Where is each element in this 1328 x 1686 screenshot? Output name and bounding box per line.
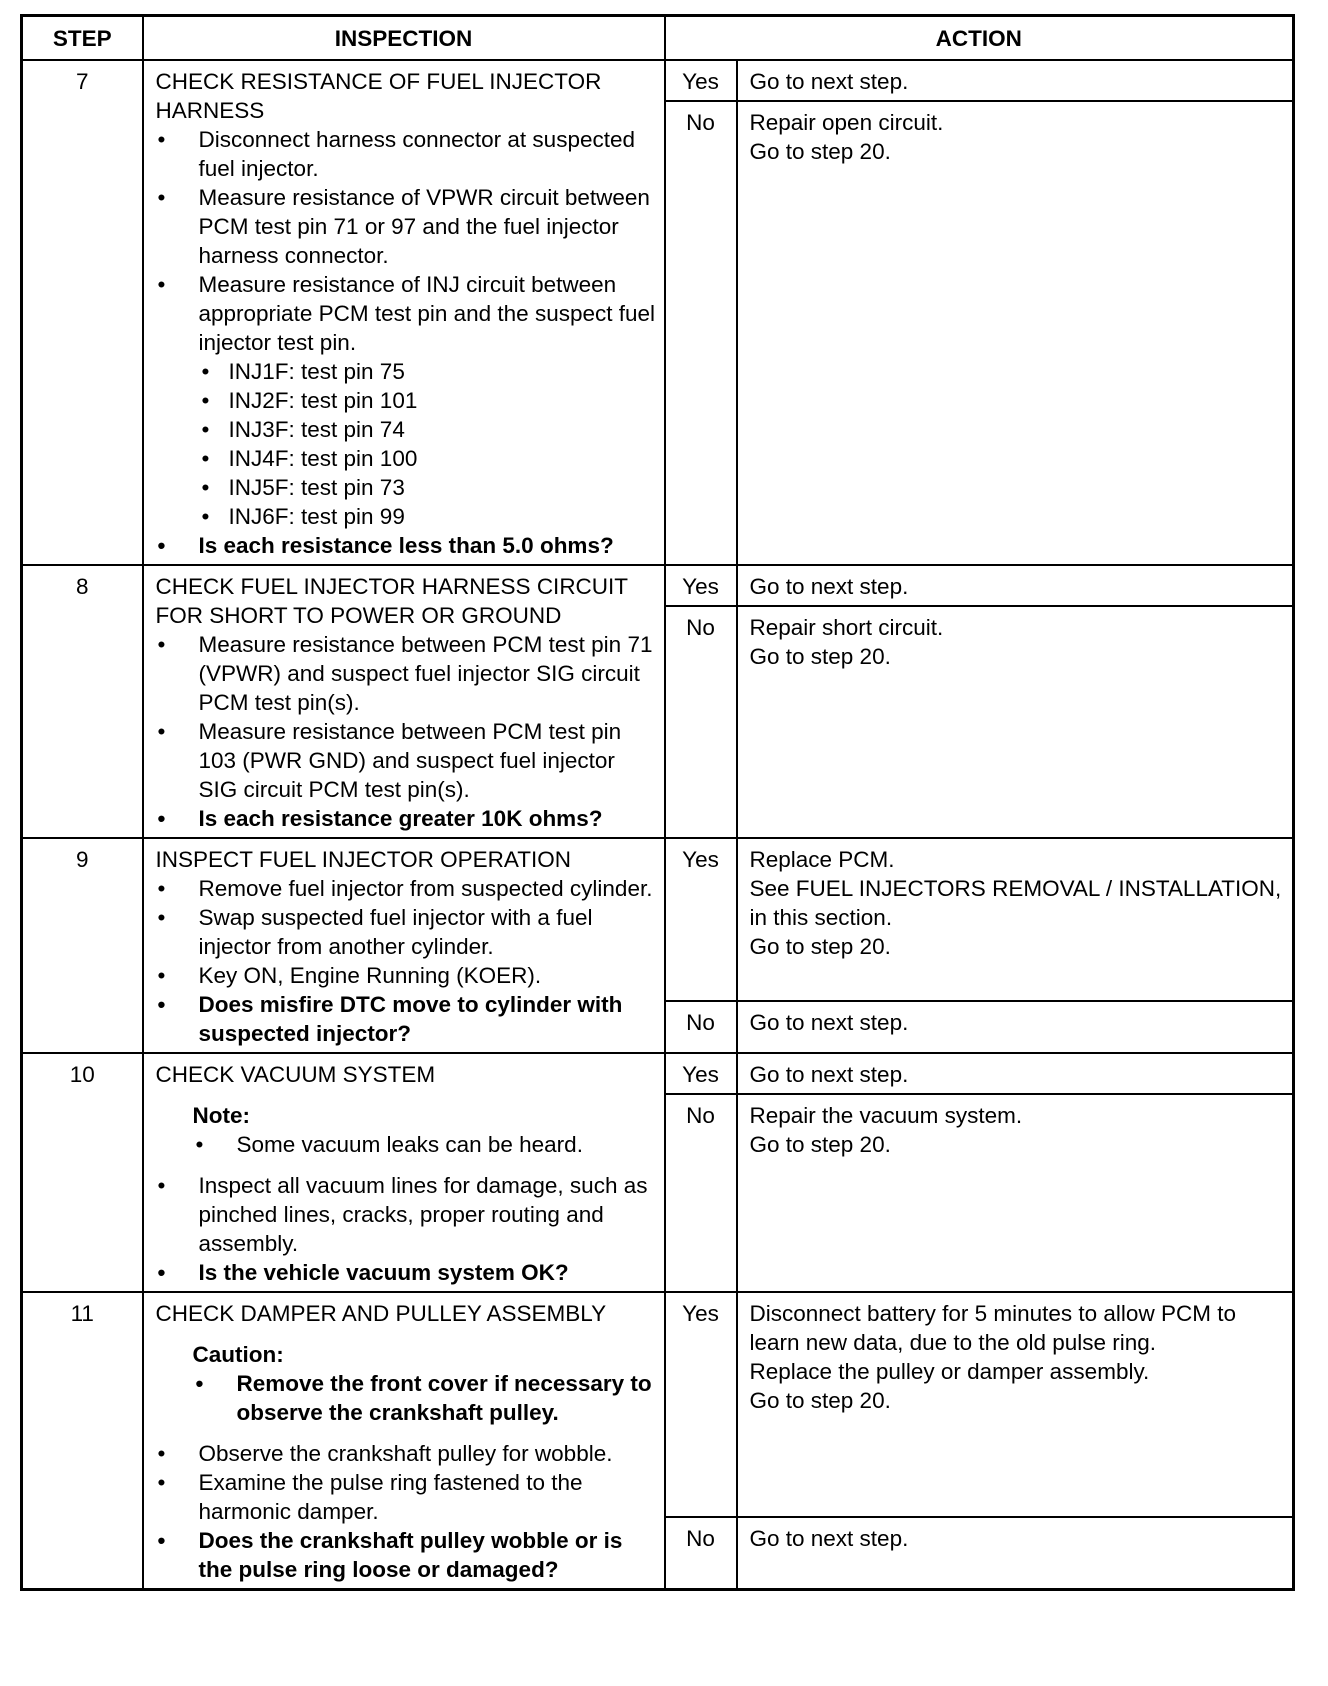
inspection-question: • Is each resistance greater 10K ohms? — [156, 804, 658, 833]
yes-label: Yes — [665, 1053, 737, 1094]
inspection-title: CHECK VACUUM SYSTEM — [155, 1062, 436, 1087]
no-label: No — [665, 1517, 737, 1590]
action-line: Repair open circuit. — [749, 110, 944, 135]
no-action — [737, 101, 1294, 565]
action-line: Go to next step. — [749, 69, 909, 94]
yes-label: Yes — [665, 1292, 737, 1517]
step-number: 8 — [22, 565, 143, 838]
action-line: Go to step 20. — [749, 1388, 891, 1413]
step-9-yes-row — [22, 838, 1294, 1001]
yes-label: Yes — [665, 565, 737, 606]
sub-bullet: • INJ5F: test pin 73 — [199, 473, 658, 502]
sub-bullet: • INJ6F: test pin 99 — [199, 502, 658, 531]
step-9-inspection — [143, 838, 665, 1053]
yes-action — [737, 565, 1294, 606]
action-line: Repair the vacuum system. — [749, 1103, 1023, 1128]
yes-action — [737, 1053, 1294, 1094]
no-action — [737, 606, 1294, 838]
action-line: Go to next step. — [749, 574, 909, 599]
header-action: ACTION — [665, 16, 1294, 61]
step-8-yes-row — [22, 565, 1294, 606]
note-item: • Some vacuum leaks can be heard. — [193, 1130, 658, 1159]
yes-action — [737, 1292, 1294, 1517]
step-number: 7 — [22, 60, 143, 565]
yes-action — [737, 60, 1294, 101]
step-number: 10 — [22, 1053, 143, 1292]
note-label: Note: — [192, 1103, 250, 1128]
step-number: 9 — [22, 838, 143, 1053]
header-step: STEP — [22, 16, 143, 61]
inspection-question: • Is each resistance less than 5.0 ohms? — [156, 531, 658, 560]
action-line: Go to next step. — [749, 1062, 909, 1087]
note-block — [156, 1101, 658, 1159]
action-line: Go to step 20. — [749, 934, 891, 959]
action-line: Go to step 20. — [749, 139, 891, 164]
no-action — [737, 1517, 1294, 1590]
yes-label: Yes — [665, 838, 737, 1001]
inspection-bullet: • Measure resistance of VPWR circuit between PCM test pin 71 or 97 and the fuel injector harness connector. — [156, 183, 658, 270]
no-label: No — [665, 606, 737, 838]
action-line: Go to step 20. — [749, 644, 891, 669]
caution-block — [156, 1340, 658, 1427]
inspection-bullet: • Inspect all vacuum lines for damage, such as pinched lines, cracks, proper routing and assembly. — [156, 1171, 658, 1258]
step-10-inspection — [143, 1053, 665, 1292]
caution-label: Caution: — [192, 1342, 284, 1367]
action-line: Disconnect battery for 5 minutes to allow PCM to learn new data, due to the old pulse ring. — [749, 1301, 1236, 1355]
step-7-yes-row — [22, 60, 1294, 101]
no-label: No — [665, 1001, 737, 1053]
no-label: No — [665, 1094, 737, 1292]
action-line: Repair short circuit. — [749, 615, 944, 640]
action-line: Go to next step. — [749, 1525, 909, 1551]
inspection-question: • Does misfire DTC move to cylinder with suspected injector? — [156, 990, 658, 1048]
inspection-bullet: • Remove fuel injector from suspected cylinder. — [156, 874, 658, 903]
yes-action — [737, 838, 1294, 1001]
action-line: Go to step 20. — [749, 1132, 891, 1157]
no-action — [737, 1094, 1294, 1292]
action-line: Go to next step. — [749, 1009, 909, 1035]
inspection-bullet: • Examine the pulse ring fastened to the harmonic damper. — [156, 1468, 658, 1526]
action-line: See FUEL INJECTORS REMOVAL / INSTALLATION, in this section. — [749, 876, 1282, 930]
inspection-title: INSPECT FUEL INJECTOR OPERATION — [155, 847, 571, 872]
inspection-bullet: • Measure resistance between PCM test pin 103 (PWR GND) and suspect fuel injector SIG circuit PCM test pin(s). — [156, 717, 658, 804]
step-11-yes-row — [22, 1292, 1294, 1517]
header-inspection: INSPECTION — [143, 16, 665, 61]
inspection-question: • Does the crankshaft pulley wobble or is the pulse ring loose or damaged? — [156, 1526, 658, 1584]
diagnostic-table — [20, 14, 1295, 1591]
action-line: Replace the pulley or damper assembly. — [749, 1359, 1150, 1384]
inspection-title: CHECK RESISTANCE OF FUEL INJECTOR HARNESS — [155, 69, 602, 123]
action-line: Replace PCM. — [749, 847, 895, 872]
step-7-inspection — [143, 60, 665, 565]
sub-bullet: • INJ4F: test pin 100 — [199, 444, 658, 473]
inspection-bullet: • Key ON, Engine Running (KOER). — [156, 961, 658, 990]
inspection-question: • Is the vehicle vacuum system OK? — [156, 1258, 658, 1287]
inspection-title: CHECK DAMPER AND PULLEY ASSEMBLY — [155, 1301, 607, 1326]
sub-bullet: • INJ1F: test pin 75 — [199, 357, 658, 386]
step-8-inspection — [143, 565, 665, 838]
inspection-title: CHECK FUEL INJECTOR HARNESS CIRCUIT FOR SHORT TO POWER OR GROUND — [155, 574, 628, 628]
inspection-bullet: • Swap suspected fuel injector with a fuel injector from another cylinder. — [156, 903, 658, 961]
caution-item: • Remove the front cover if necessary to observe the crankshaft pulley. — [193, 1369, 658, 1427]
no-action — [737, 1001, 1294, 1053]
step-11-inspection — [143, 1292, 665, 1590]
inspection-bullet: • Measure resistance between PCM test pin 71 (VPWR) and suspect fuel injector SIG circuit PCM test pin(s). — [156, 630, 658, 717]
step-number: 11 — [22, 1292, 143, 1590]
header-row — [22, 16, 1294, 61]
step-10-yes-row — [22, 1053, 1294, 1094]
yes-label: Yes — [665, 60, 737, 101]
inspection-bullet: • Disconnect harness connector at suspected fuel injector. — [156, 125, 658, 183]
sub-bullet: • INJ2F: test pin 101 — [199, 386, 658, 415]
sub-bullet: • INJ3F: test pin 74 — [199, 415, 658, 444]
inspection-bullet: • Observe the crankshaft pulley for wobble. — [156, 1439, 658, 1468]
no-label: No — [665, 101, 737, 565]
inspection-bullet — [156, 270, 658, 531]
bullet-text: Measure resistance of INJ circuit between appropriate PCM test pin and the suspect fuel injector test pin. — [198, 272, 656, 355]
